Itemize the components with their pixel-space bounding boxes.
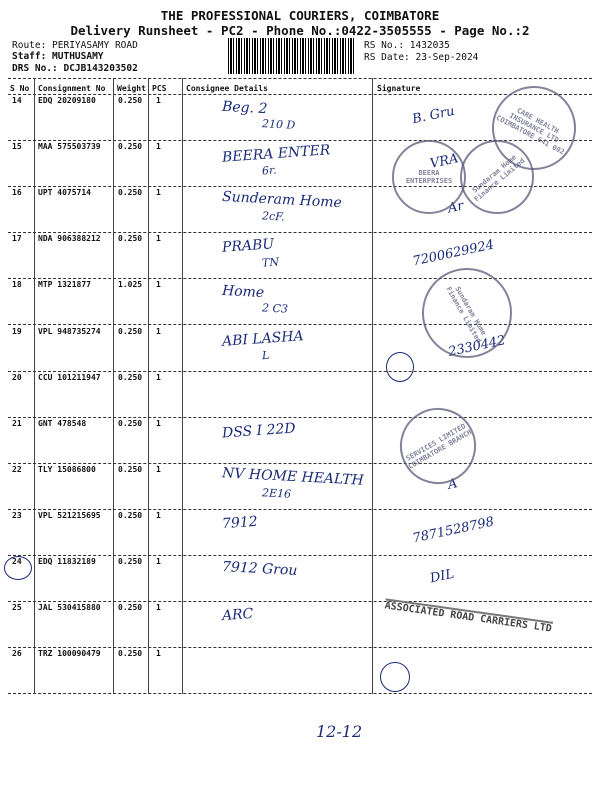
rs-date: RS Date: 23-Sep-2024 bbox=[364, 52, 479, 63]
row-pcs: 1 bbox=[156, 464, 161, 474]
row-weight: 0.250 bbox=[118, 510, 143, 520]
row-rule bbox=[8, 509, 592, 510]
row-pcs: 1 bbox=[156, 142, 161, 152]
row-sno: 21 bbox=[12, 418, 22, 428]
handwritten-signature: DIL bbox=[428, 566, 456, 587]
handwritten-consignee: TN bbox=[261, 255, 280, 270]
road-carriers-stamp: ASSOCIATED ROAD CARRIERS LTD bbox=[383, 600, 553, 635]
row-sno: 26 bbox=[12, 649, 22, 659]
row-pcs: 1 bbox=[156, 649, 161, 659]
row-consignment-no: TRZ 100090479 bbox=[38, 649, 101, 659]
circled-mark bbox=[4, 556, 32, 580]
handwritten-consignee: 7912 Grou bbox=[221, 559, 298, 579]
handwritten-consignee: Beg. 2 bbox=[221, 98, 268, 118]
table-row bbox=[8, 511, 592, 557]
route-label: Route: PERIYASAMY ROAD bbox=[12, 40, 138, 51]
row-consignment-no: JAL 530415880 bbox=[38, 603, 101, 613]
row-pcs: 1 bbox=[156, 234, 161, 244]
handwritten-consignee: ARC bbox=[221, 606, 254, 625]
row-pcs: 1 bbox=[156, 96, 161, 105]
row-weight: 0.250 bbox=[118, 234, 143, 244]
services-stamp: SERVICES LIMITED COIMBATORE BRANCH bbox=[386, 394, 490, 498]
col-header-consignment: Consignment No bbox=[38, 84, 106, 93]
row-weight: 0.250 bbox=[118, 96, 143, 105]
table-row bbox=[8, 557, 592, 603]
sundaram-stamp-2: Sundaram Home Finance Limited bbox=[406, 252, 529, 375]
row-sno: 16 bbox=[12, 188, 22, 198]
row-consignment-no: MAA 575503739 bbox=[38, 142, 101, 152]
handwritten-consignee: 2 C3 bbox=[261, 301, 289, 317]
row-weight: 0.250 bbox=[118, 603, 143, 613]
row-consignment-no: GNT 478548 bbox=[38, 418, 87, 428]
row-weight: 0.250 bbox=[118, 372, 143, 382]
handwritten-signature: 7200629924 bbox=[411, 237, 496, 270]
table-row bbox=[8, 234, 592, 280]
row-rule bbox=[8, 647, 592, 648]
rs-number: RS No.: 1432035 bbox=[364, 40, 450, 51]
row-sno: 18 bbox=[12, 280, 22, 290]
row-pcs: 1 bbox=[156, 326, 161, 336]
handwritten-consignee: 6r. bbox=[261, 163, 277, 178]
handwritten-consignee: 210 D bbox=[261, 117, 296, 132]
header-rule bbox=[8, 94, 592, 95]
row-pcs: 1 bbox=[156, 188, 161, 198]
row-weight: 0.250 bbox=[118, 464, 143, 474]
handwritten-signature: A bbox=[446, 475, 459, 493]
row-sno: 14 bbox=[12, 96, 22, 105]
row-rule bbox=[8, 555, 592, 556]
row-pcs: 1 bbox=[156, 510, 161, 520]
beera-stamp: BEERA ENTERPRISES bbox=[392, 140, 466, 214]
row-consignment-no: MTP 1321877 bbox=[38, 280, 91, 290]
row-rule bbox=[8, 417, 592, 418]
handwritten-consignee: BEERA ENTER bbox=[221, 142, 331, 166]
handwritten-consignee: DSS I 22D bbox=[221, 420, 297, 442]
col-header-weight: Weight bbox=[117, 84, 146, 93]
table-row bbox=[8, 419, 592, 465]
row-consignment-no: TLY 15086800 bbox=[38, 464, 96, 474]
handwritten-signature: 2330442 bbox=[447, 332, 507, 360]
handwritten-consignee: L bbox=[261, 348, 270, 362]
row-rule bbox=[8, 463, 592, 464]
row-consignment-no: UPT 4075714 bbox=[38, 188, 91, 198]
row-sno: 20 bbox=[12, 372, 22, 382]
row-sno: 23 bbox=[12, 510, 22, 520]
footer-handwritten-note: 12-12 bbox=[316, 722, 363, 741]
row-weight: 0.250 bbox=[118, 326, 143, 336]
col-header-signature: Signature bbox=[377, 84, 421, 93]
col-header-pcs: PCS bbox=[152, 84, 167, 93]
table-row bbox=[8, 465, 592, 511]
row-consignment-no: EDQ 11832189 bbox=[38, 557, 96, 566]
row-pcs: 1 bbox=[156, 557, 161, 566]
row-rule bbox=[8, 601, 592, 602]
handwritten-consignee: Home bbox=[221, 283, 265, 302]
row-rule bbox=[8, 693, 592, 694]
row-weight: 0.250 bbox=[118, 142, 143, 152]
care-health-stamp: CARE HEALTH INSURANCE LTD COIMBATORE 641 002 bbox=[477, 71, 591, 185]
row-sno: 22 bbox=[12, 464, 22, 474]
runsheet-subtitle: Delivery Runsheet - PC2 - Phone No.:0422-3505555 - Page No.:2 bbox=[70, 23, 530, 38]
handwritten-consignee: ABI LASHA bbox=[221, 327, 305, 350]
handwritten-signature: VRA bbox=[428, 151, 460, 172]
barcode bbox=[228, 38, 356, 74]
handwritten-consignee: Sunderam Home bbox=[221, 189, 343, 212]
handwritten-signature: B. Gru bbox=[410, 103, 456, 128]
drs-label: DRS No.: DCJB143203502 bbox=[12, 63, 138, 74]
handwritten-consignee: 2E16 bbox=[261, 486, 292, 501]
handwritten-consignee: NV HOME HEALTH bbox=[221, 465, 365, 489]
row-pcs: 1 bbox=[156, 280, 161, 290]
row-rule bbox=[8, 232, 592, 233]
row-sno: 15 bbox=[12, 142, 22, 152]
row-sno: 25 bbox=[12, 603, 22, 613]
row-pcs: 1 bbox=[156, 418, 161, 428]
handwritten-consignee: PRABU bbox=[221, 236, 275, 257]
row-weight: 0.250 bbox=[118, 557, 143, 566]
row-weight: 0.250 bbox=[118, 418, 143, 428]
row-sno: 17 bbox=[12, 234, 22, 244]
row-sno: 24 bbox=[12, 557, 22, 566]
row-weight: 1.025 bbox=[118, 280, 143, 290]
sundaram-stamp: Sundaram Home Finance Limited bbox=[445, 125, 549, 229]
handwritten-signature: Ar bbox=[446, 198, 465, 217]
row-consignment-no: VPL 948735274 bbox=[38, 326, 101, 336]
company-title: THE PROFESSIONAL COURIERS, COIMBATORE bbox=[160, 8, 440, 23]
row-consignment-no: EDQ 20209180 bbox=[38, 96, 96, 105]
row-rule bbox=[8, 371, 592, 372]
circled-mark bbox=[380, 662, 410, 692]
handwritten-consignee: 2cF. bbox=[261, 209, 285, 224]
row-consignment-no: CCU 101211947 bbox=[38, 372, 101, 382]
table-top-rule bbox=[8, 78, 592, 79]
row-consignment-no: VPL 521215695 bbox=[38, 510, 101, 520]
row-pcs: 1 bbox=[156, 372, 161, 382]
circled-mark bbox=[386, 352, 414, 382]
col-header-sno: S No bbox=[10, 84, 30, 93]
handwritten-consignee: 7912 bbox=[221, 513, 259, 533]
row-sno: 19 bbox=[12, 326, 22, 336]
table-row bbox=[8, 373, 592, 419]
handwritten-signature: 7871528798 bbox=[411, 514, 496, 547]
row-consignment-no: NDA 906388212 bbox=[38, 234, 101, 244]
staff-label: Staff: MUTHUSAMY bbox=[12, 51, 104, 62]
row-pcs: 1 bbox=[156, 603, 161, 613]
col-header-consignee: Consignee Details bbox=[186, 84, 268, 93]
row-rule bbox=[8, 278, 592, 279]
row-weight: 0.250 bbox=[118, 649, 143, 659]
row-weight: 0.250 bbox=[118, 188, 143, 198]
table-row bbox=[8, 649, 592, 695]
